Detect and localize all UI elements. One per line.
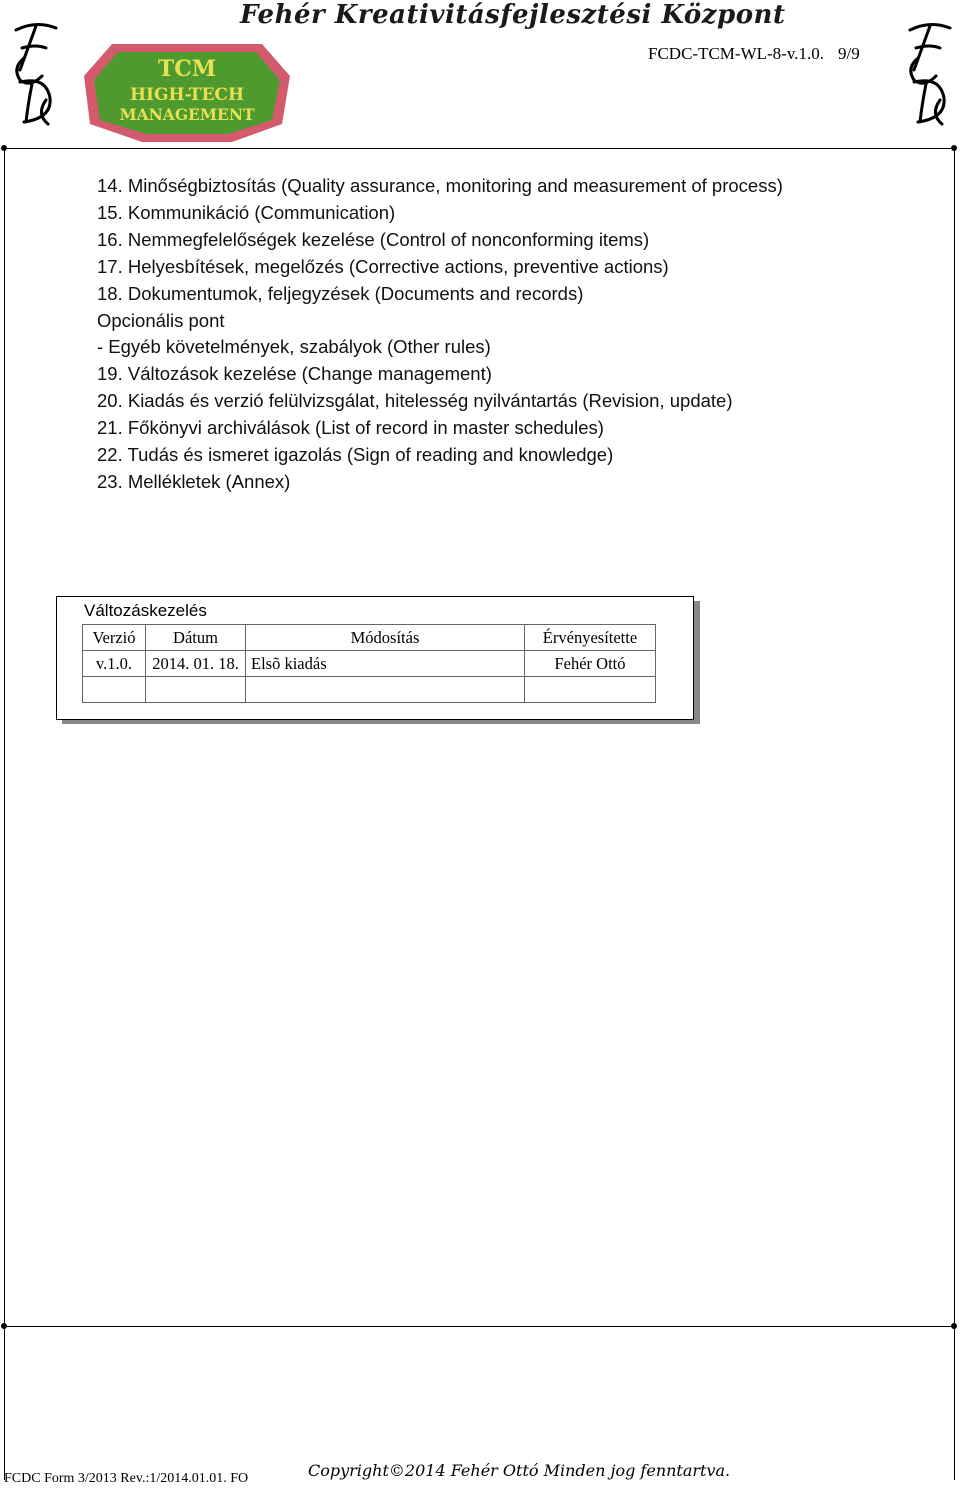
toc-item: 20. Kiadás és verzió felülvizsgálat, hitelesség nyilvántartás (Revision, update) (97, 390, 733, 412)
toc-item: 21. Főkönyvi archiválások (List of record in master schedules) (97, 417, 604, 439)
toc-item: 18. Dokumentumok, feljegyzések (Documents and records) (97, 282, 584, 304)
table-cell: Fehér Ottó (525, 651, 656, 677)
table-row (83, 651, 656, 677)
logo-line-3: MANAGEMENT (119, 105, 255, 124)
toc-list (97, 173, 783, 496)
toc-item: 23. Mellékletek (Annex) (97, 470, 291, 492)
toc-item: 16. Nemmegfelelőségek kezelése (Control of nonconforming items) (97, 228, 650, 250)
toc-item: 15. Kommunikáció (Communication) (97, 201, 396, 223)
header-rule (4, 148, 956, 149)
logo-line-1: TCM (157, 56, 217, 82)
tcm-logo (82, 40, 292, 144)
toc-item: - Egyéb követelmények, szabályok (Other rules) (97, 336, 491, 358)
table-row (83, 677, 656, 703)
table-cell (246, 677, 525, 703)
change-log-title: Változáskezelés (84, 601, 207, 620)
document-code-text: FCDC-TCM-WL-8-v.1.0. (648, 44, 824, 63)
table-cell (146, 677, 246, 703)
toc-item: Opcionális pont (97, 309, 225, 331)
page-number: 9/9 (837, 44, 860, 63)
toc-item: 22. Tudás és ismeret igazolás (Sign of reading and knowledge) (97, 444, 614, 466)
column-header: Verzió (83, 625, 146, 651)
frame-dot (951, 1323, 957, 1329)
toc-item: 14. Minőségbiztosítás (Quality assurance, monitoring and measurement of process) (97, 175, 783, 196)
toc-item: 19. Változások kezelése (Change management) (97, 363, 492, 385)
table-cell: v.1.0. (83, 651, 146, 677)
form-reference: FCDC Form 3/2013 Rev.:1/2014.01.01. FO (4, 1471, 249, 1486)
table-cell (83, 677, 146, 703)
frame-dot (1, 145, 7, 151)
toc-item: 17. Helyesbítések, megelőzés (Corrective actions, preventive actions) (97, 255, 669, 277)
document-code (648, 44, 860, 64)
table-header-row (83, 625, 656, 651)
column-header: Érvényesítette (525, 625, 656, 651)
footer-rule (4, 1326, 956, 1327)
table-cell: Elsõ kiadás (246, 651, 525, 677)
logo-line-2: HIGH-TECH (129, 85, 245, 105)
frame-left-line (4, 150, 5, 1480)
table-cell: 2014. 01. 18. (146, 651, 246, 677)
column-header: Módosítás (246, 625, 525, 651)
frame-right-line (954, 150, 955, 1480)
table-cell (525, 677, 656, 703)
column-header: Dátum (146, 625, 246, 651)
frame-dot (1, 1323, 7, 1329)
monogram-left-icon (6, 18, 62, 128)
header-title: Fehér Kreativitásfejlesztési Központ (240, 0, 786, 30)
frame-dot (951, 145, 957, 151)
change-log-table (82, 624, 656, 703)
monogram-right-icon (900, 18, 956, 128)
copyright-notice: Copyright©2014 Fehér Ottó Minden jog fenntartva. (308, 1461, 731, 1480)
